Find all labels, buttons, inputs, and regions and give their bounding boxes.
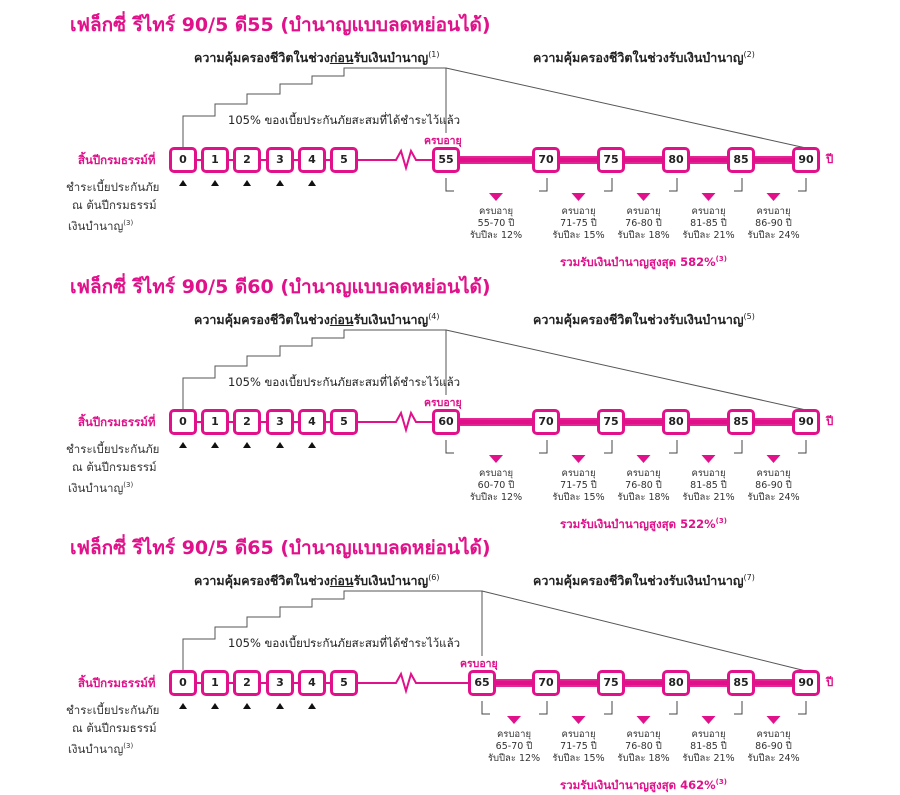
age-box: 85 [727, 409, 755, 435]
death-benefit-note: 105% ของเบี้ยประกันภัยสะสมที่ได้ชำระไว้แล้ว [228, 636, 461, 650]
premium-payment-label: ชำระเบี้ยประกันภัย ณ ต้นปีกรมธรรม์ [66, 442, 160, 474]
annuity-period: ครบอายุ 60-70 ปี รับปีละ 12% [469, 468, 523, 503]
year-box: 3 [266, 409, 294, 435]
maturity-age-label: ครบอายุ [424, 135, 462, 147]
period-bracket [539, 440, 547, 453]
annuity-period: ครบอายุ 71-75 ปี รับปีละ 15% [552, 206, 605, 241]
annuity-period: ครบอายุ 81-85 ปี รับปีละ 21% [682, 729, 735, 764]
period-marker [489, 455, 503, 463]
year-box: 4 [298, 147, 326, 173]
period-bracket [669, 701, 677, 714]
age-box: 70 [532, 670, 560, 696]
payment-marker [211, 703, 219, 709]
plan-panel [0, 270, 900, 532]
maturity-age-label: ครบอายุ [460, 658, 498, 670]
payment-marker [276, 180, 284, 186]
total-annuity: รวมรับเงินบำนาญสูงสุด 462%$^{(3)}$ [560, 778, 727, 792]
annuity-period: ครบอายุ 76-80 ปี รับปีละ 18% [617, 206, 670, 241]
year-box: 5 [330, 670, 358, 696]
year-unit-label: ปี [826, 414, 834, 428]
period-bracket [798, 178, 806, 191]
annuity-period: ครบอายุ 86-90 ปี รับปีละ 24% [747, 729, 800, 764]
payment-marker [308, 180, 316, 186]
period-marker [572, 716, 586, 724]
payment-marker [276, 703, 284, 709]
age-box: 75 [597, 670, 625, 696]
period-marker [637, 716, 651, 724]
coverage-during-heading: ความคุ้มครองชีวิตในช่วงรับเงินบำนาญ$^{(5)}$ [533, 311, 755, 327]
annuity-period: ครบอายุ 71-75 ปี รับปีละ 15% [552, 468, 605, 503]
period-bracket [446, 178, 454, 191]
total-annuity: รวมรับเงินบำนาญสูงสุด 522%$^{(3)}$ [560, 517, 727, 531]
annuity-band-fill [446, 418, 546, 426]
age-box: 90 [792, 147, 820, 173]
year-unit-label: ปี [826, 675, 834, 689]
period-bracket [798, 440, 806, 453]
coverage-before-heading: ความคุ้มครองชีวิตในช่วงก่อนรับเงินบำนาญ$^{(1)}$ [194, 49, 440, 65]
age-box: 80 [662, 409, 690, 435]
year-box: 3 [266, 147, 294, 173]
period-marker [767, 455, 781, 463]
year-box: 4 [298, 409, 326, 435]
period-marker [767, 716, 781, 724]
period-marker [572, 193, 586, 201]
period-bracket [734, 701, 742, 714]
payment-marker [179, 180, 187, 186]
age-box: 70 [532, 147, 560, 173]
policy-year-label: สิ้นปีกรมธรรม์ที่ [78, 153, 156, 167]
payment-marker [243, 442, 251, 448]
year-box: 2 [233, 409, 261, 435]
coverage-before-heading: ความคุ้มครองชีวิตในช่วงก่อนรับเงินบำนาญ$^{(6)}$ [194, 572, 440, 588]
policy-year-label: สิ้นปีกรมธรรม์ที่ [78, 415, 156, 429]
year-box: 0 [169, 147, 197, 173]
payment-marker [211, 180, 219, 186]
premium-payment-label: ชำระเบี้ยประกันภัย ณ ต้นปีกรมธรรม์ [66, 703, 160, 735]
year-box: 1 [201, 147, 229, 173]
year-box: 0 [169, 670, 197, 696]
period-bracket [539, 701, 547, 714]
period-marker [702, 716, 716, 724]
period-bracket [604, 178, 612, 191]
period-bracket [604, 701, 612, 714]
death-benefit-note: 105% ของเบี้ยประกันภัยสะสมที่ได้ชำระไว้แล้ว [228, 375, 461, 389]
year-box: 2 [233, 670, 261, 696]
period-bracket [446, 440, 454, 453]
age-box: 90 [792, 670, 820, 696]
annuity-period: ครบอายุ 86-90 ปี รับปีละ 24% [747, 206, 800, 241]
period-marker [702, 455, 716, 463]
period-marker [637, 455, 651, 463]
death-benefit-note: 105% ของเบี้ยประกันภัยสะสมที่ได้ชำระไว้แล้ว [228, 113, 461, 127]
period-marker [507, 716, 521, 724]
annuity-label: เงินบำนาญ$^{(3)}$ [68, 481, 134, 495]
age-box: 75 [597, 147, 625, 173]
age-box: 55 [432, 147, 460, 173]
annuity-period: ครบอายุ 81-85 ปี รับปีละ 21% [682, 206, 735, 241]
period-marker [767, 193, 781, 201]
period-bracket [539, 178, 547, 191]
premium-payment-label: ชำระเบี้ยประกันภัย ณ ต้นปีกรมธรรม์ [66, 180, 160, 212]
year-box: 3 [266, 670, 294, 696]
period-bracket [798, 701, 806, 714]
annuity-period: ครบอายุ 86-90 ปี รับปีละ 24% [747, 468, 800, 503]
period-marker [572, 455, 586, 463]
period-bracket [604, 440, 612, 453]
coverage-step-line [183, 68, 446, 148]
age-box: 70 [532, 409, 560, 435]
annuity-period: ครบอายุ 71-75 ปี รับปีละ 15% [552, 729, 605, 764]
period-bracket [482, 701, 490, 714]
payment-marker [243, 703, 251, 709]
year-box: 0 [169, 409, 197, 435]
age-box: 75 [597, 409, 625, 435]
annuity-band-fill [446, 156, 546, 164]
coverage-decline-line [446, 68, 806, 148]
year-box: 5 [330, 409, 358, 435]
coverage-during-heading: ความคุ้มครองชีวิตในช่วงรับเงินบำนาญ$^{(7)}$ [533, 572, 755, 588]
annuity-label: เงินบำนาญ$^{(3)}$ [68, 742, 134, 756]
annuity-period: ครบอายุ 76-80 ปี รับปีละ 18% [617, 468, 670, 503]
annuity-period: ครบอายุ 81-85 ปี รับปีละ 21% [682, 468, 735, 503]
plan-title: เฟล็กซี่ รีไทร์ 90/5 ดี60 (บำนาญแบบลดหย่อนได้) [70, 276, 491, 298]
coverage-step-line [183, 330, 446, 410]
year-box: 4 [298, 670, 326, 696]
year-box: 2 [233, 147, 261, 173]
annuity-period: ครบอายุ 55-70 ปี รับปีละ 12% [469, 206, 523, 241]
payment-marker [179, 442, 187, 448]
payment-marker [308, 703, 316, 709]
period-marker [489, 193, 503, 201]
coverage-decline-line [482, 591, 806, 671]
coverage-decline-line [446, 330, 806, 410]
period-marker [702, 193, 716, 201]
age-box: 80 [662, 670, 690, 696]
policy-year-label: สิ้นปีกรมธรรม์ที่ [78, 676, 156, 690]
period-marker [637, 193, 651, 201]
age-box: 90 [792, 409, 820, 435]
annuity-label: เงินบำนาญ$^{(3)}$ [68, 219, 134, 233]
coverage-during-heading: ความคุ้มครองชีวิตในช่วงรับเงินบำนาญ$^{(2)}$ [533, 49, 755, 65]
plan-title: เฟล็กซี่ รีไทร์ 90/5 ดี65 (บำนาญแบบลดหย่อนได้) [70, 537, 491, 559]
annuity-period: ครบอายุ 76-80 ปี รับปีละ 18% [617, 729, 670, 764]
age-box: 80 [662, 147, 690, 173]
age-box: 60 [432, 409, 460, 435]
plan-title: เฟล็กซี่ รีไทร์ 90/5 ดี55 (บำนาญแบบลดหย่อนได้) [70, 14, 491, 36]
payment-marker [179, 703, 187, 709]
period-bracket [734, 178, 742, 191]
payment-marker [243, 180, 251, 186]
annuity-period: ครบอายุ 65-70 ปี รับปีละ 12% [487, 729, 541, 764]
year-box: 5 [330, 147, 358, 173]
payment-marker [211, 442, 219, 448]
period-bracket [669, 440, 677, 453]
period-bracket [734, 440, 742, 453]
period-bracket [669, 178, 677, 191]
plan-panel [0, 531, 900, 793]
age-box: 65 [468, 670, 496, 696]
age-box: 85 [727, 670, 755, 696]
total-annuity: รวมรับเงินบำนาญสูงสุด 582%$^{(3)}$ [560, 255, 727, 269]
coverage-before-heading: ความคุ้มครองชีวิตในช่วงก่อนรับเงินบำนาญ$^{(4)}$ [194, 311, 440, 327]
year-box: 1 [201, 670, 229, 696]
plan-panel [0, 8, 900, 270]
payment-marker [308, 442, 316, 448]
coverage-step-line [183, 591, 482, 671]
year-unit-label: ปี [826, 152, 834, 166]
year-box: 1 [201, 409, 229, 435]
payment-marker [276, 442, 284, 448]
maturity-age-label: ครบอายุ [424, 397, 462, 409]
age-box: 85 [727, 147, 755, 173]
